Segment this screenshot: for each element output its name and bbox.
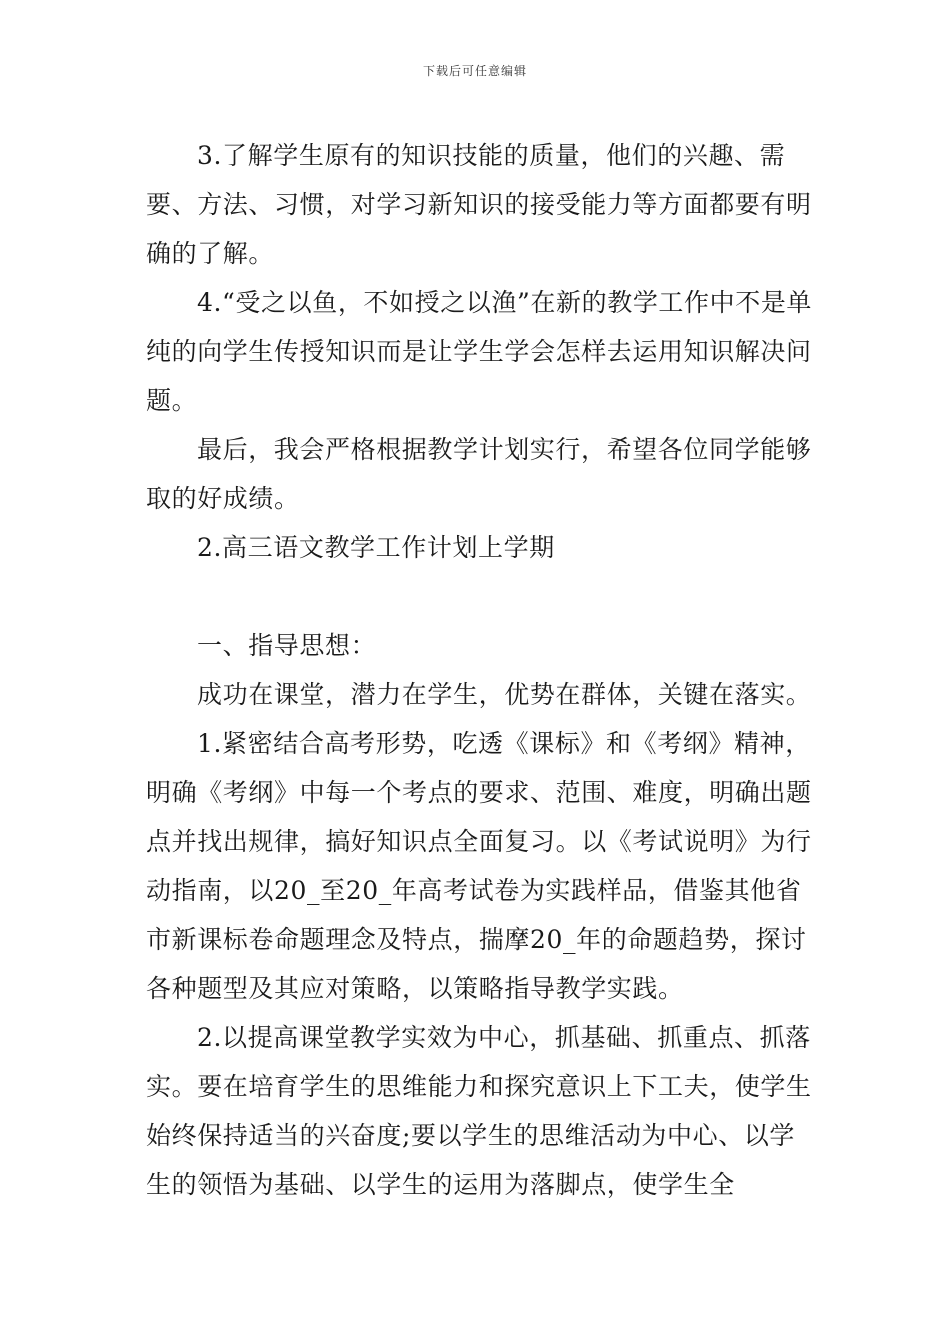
document-body bbox=[146, 131, 816, 1209]
paragraph-point-4: 4.“受之以鱼，不如授之以渔”在新的教学工作中不是单纯的向学生传授知识而是让学生学会怎样去运用知识解决问题。 bbox=[146, 288, 813, 415]
paragraph-point-1: 1.紧密结合高考形势，吃透《课标》和《考纲》精神，明确《考纲》中每一个考点的要求、范围、难度，明确出题点并找出规律，搞好知识点全面复习。以《考试说明》为行动指南，以20_至20_年高考试卷为实践样品，借鉴其他省市新课标卷命题理念及特点，揣摩20_年的命题趋势，探讨各种题型及其应对策略，以策略指导教学实践。 bbox=[146, 729, 812, 1003]
section-title: 2.高三语文教学工作计划上学期 bbox=[197, 533, 555, 562]
section-heading-guiding-ideology: 一、指导思想： bbox=[197, 631, 377, 660]
paragraph-point-3: 3.了解学生原有的知识技能的质量，他们的兴趣、需要、方法、习惯，对学习新知识的接受能力等方面都要有明确的了解。 bbox=[146, 141, 812, 268]
page-header: 下载后可任意编辑 bbox=[422, 64, 527, 78]
paragraph-point-2: 2.以提高课堂教学实效为中心，抓基础、抓重点、抓落实。要在培育学生的思维能力和探究意识上下工夫，使学生始终保持适当的兴奋度;要以学生的思维活动为中心、以学生的领悟为基础、以学生的运用为落脚点，使学生全 bbox=[146, 1023, 812, 1199]
paragraph-motto: 成功在课堂，潜力在学生，优势在群体，关键在落实。 bbox=[197, 680, 812, 709]
paragraph-closing: 最后，我会严格根据教学计划实行，希望各位同学能够取的好成绩。 bbox=[146, 435, 812, 513]
